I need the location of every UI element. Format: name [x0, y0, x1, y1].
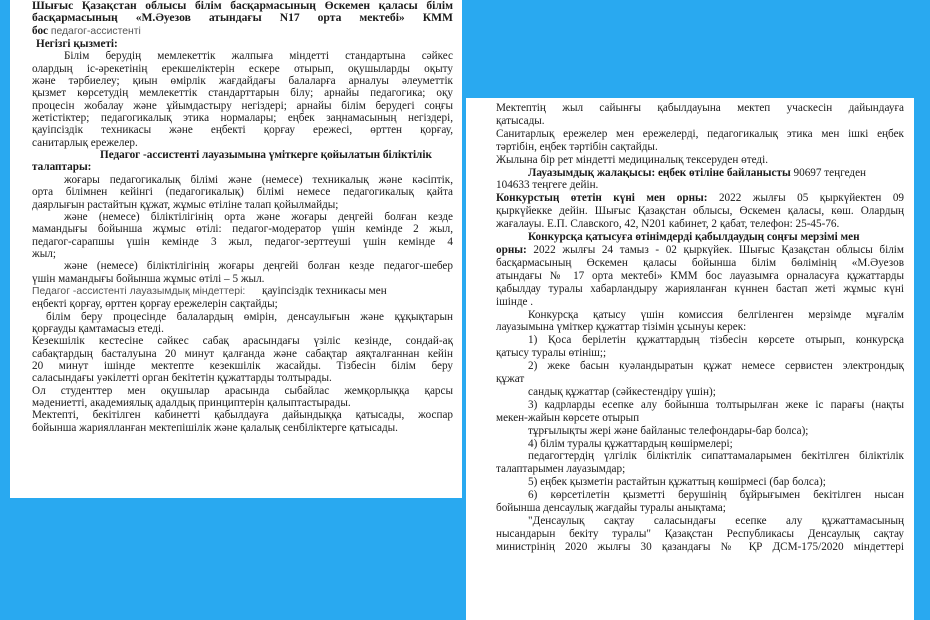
contest-line: қыркүйекке дейін. Шығыс Қазақстан облысы, Өскемен қаласы, көш. Олардың	[496, 205, 904, 218]
requirement-line: педагог-сарапшы үшін кемінде 3 жыл, педагог-зерттеуші үшін кемінде 4	[32, 235, 453, 248]
doc-item: 5) еңбек қызметін растайтын құжаттың көшірмесі (бар болса);	[528, 476, 826, 489]
doc-item: "Денсаулық сақтау саласындағы есепке алу құжаттамасының	[528, 515, 904, 527]
doc-item: тұрғылықты жері және байланыс телефондары-бар болса);	[528, 424, 809, 437]
duty-line: саласындағы уәкілетті орган бекітетін құжаттарды толтырады.	[32, 372, 332, 385]
duty-line: қорғауды қамтамасыз етеді.	[32, 322, 164, 335]
requirements-title-2: талаптары:	[32, 161, 92, 174]
doc-item: құжат	[496, 373, 525, 386]
intro-line: қатысады.	[496, 114, 545, 127]
contest-text: 2022 жылғы 05 қыркүйектен 09	[718, 192, 904, 205]
requirements-title-1: Педагог -ассистенті лауазымына үміткерге қойылатын біліктілік	[100, 149, 432, 162]
duty-line: еңбекті қорғау, өрттен қорғау ережелерін сақтайды;	[32, 298, 278, 311]
requirement-line: мамандығы бойынша жұмыс өтілі: педагог-модератор үшін кемінде 2 жыл,	[32, 223, 453, 236]
intro-line: Жылына бір рет міндетті медициналық тексеруден өтеді.	[496, 153, 769, 166]
main-function-line: жетістіктер; педагогикалық этика нормалары; еңбек заңнамасының негіздері,	[32, 112, 453, 125]
doc-item: 2) жеке басын куәландыратын құжат немесе сервистен электрондық	[528, 360, 904, 373]
right-page	[466, 98, 914, 620]
deadline-line: ішінде .	[496, 295, 534, 308]
vacancy-line	[32, 25, 453, 38]
salary-label: Лауазымдық жалақысы: еңбек өтіліне байланысты	[528, 166, 791, 179]
intro-line: тәртібін, еңбек тәртібін сақтайды.	[496, 140, 658, 153]
requirement-line: және (немесе) біліктілігінің орта және жоғары деңгейі болған кезде	[64, 210, 453, 223]
duty-line: Мектепті, бекітілген кабинетті қабылдауға дайындыққа қатысады, жоспар	[32, 409, 453, 422]
duties-text: қауіпсіздік техникасы мен	[262, 284, 387, 297]
deadline-line: атындағы № 17 орта мектебі» КММ бос лауазымға орналасуға құжаттарды	[496, 269, 904, 282]
deadline-line: басқармасының Өскемен қаласы бойынша білім бөлімінің «М.Әуезов	[496, 256, 904, 269]
doc-item: талаптарымен лауазымдар;	[496, 463, 626, 476]
doc-item: 6) көрсетілетін қызметті берушінің бұйрығымен бекітілген нысан	[528, 489, 904, 502]
doc-item: сандық құжаттар (сәйкестендіру үшін);	[528, 385, 716, 398]
intro-line: Санитарлық ережелер мен ережелерді, педагогикалық этика мен ішкі еңбек	[496, 127, 904, 140]
duties-first-line	[32, 285, 453, 298]
docs-intro-line: Конкурсқа қатысу үшін комиссия белгіленген мерзімде мұғалім	[528, 308, 904, 321]
contest-line: жағалауы. Е.П. Славского, 42, N201 кабинет, 2 қабат, телефон: 25-45-76.	[496, 218, 840, 231]
deadline-text: 2022 жылғы 24 тамыз - 02 қыркүйек. Шығыс Қазақстан облысы білім	[533, 243, 904, 256]
duty-line: Ол студенттер мен оқушылар арасында сыбайлас жемқорлыққа қарсы	[32, 384, 453, 397]
header-line-2: басқармасының «М.Әуезов атындағы N17 орта мектебі» КММ	[32, 12, 453, 25]
duty-line: білім беру процесінде балалардың өмірін, денсаулығын және құқықтарын	[46, 310, 453, 323]
requirement-line: жыл;	[32, 247, 56, 260]
duty-line: сабақтардың басталуына 20 минут қалғанда және сабақтар аяқталғаннан кейін	[32, 347, 453, 360]
deadline-line	[496, 244, 904, 257]
doc-item: қатысу туралы өтініш;;	[496, 347, 607, 360]
doc-item: мекен-жайын көрсете отырып	[496, 411, 640, 424]
docs-intro-line: лауазымына үміткер құжаттар тізімін ұсынуы керек:	[496, 321, 747, 334]
duties-label: Педагог -ассистенті лауазымдық міндеттері:	[32, 285, 246, 297]
main-function-line: Білім берудің мемлекеттік жалпыға міндетті стандартына сәйкес	[64, 50, 453, 63]
duty-line: бойынша жариялланған мектепішілік және қалалық сенбіліктерге қатысады.	[32, 421, 398, 434]
requirement-line: жоғары педагогикалық білімі және (немесе) техникалық және кәсіптік,	[64, 173, 453, 186]
requirement-line: үшін мамандығы бойынша жұмыс өтілі – 5 жыл.	[32, 272, 265, 285]
main-function-line: және тәрбиелеу; қиын өмірлік жағдайдағы балаларға арналуы әлеуметтік	[32, 75, 453, 88]
intro-line: Мектептің жыл сайынғы қабылдауына мектеп учаскесін дайындауға	[496, 102, 904, 114]
main-function-line: олардың іс-әрекетінің ерекшеліктерін ескере отырып, оқушыларды оқыту	[32, 62, 453, 75]
requirement-line: даярлығын растайтын құжат, жұмыс өтіліне талап қойылмайды;	[32, 198, 339, 211]
duty-line: Кезекшілік кестесіне сәйкес сабақ арасындағы үзіліс кезінде, сондай-ақ	[32, 335, 453, 348]
main-function-line: қызмет көрсетудің мемлекеттік стандарттарын білу; арнайы педагогика; оқу	[32, 87, 453, 100]
requirement-line: және (немесе) біліктілігінің жоғары деңгейі болған кезде педагог-шебер	[64, 260, 453, 273]
doc-item: 1) Қоса берілетін құжаттардың тізбесін көрсете отырып, конкурсқа	[528, 334, 904, 347]
contest-label: Конкурстың өтетін күні мен орны:	[496, 192, 708, 205]
main-function-line: процесін жобалау және ұйымдастыру негіздері; арнайы білім берудегі соңғы	[32, 99, 453, 112]
main-function-title: Негізгі қызметі:	[36, 38, 118, 51]
doc-item: педагогтердің үлгілік біліктілік сипаттамаларымен бекітілген біліктілік	[528, 450, 904, 463]
left-page	[10, 0, 462, 498]
deadline-label-1: Конкурсқа қатысуға өтінімдерді қабылдаудың соңғы мерзімі мен	[528, 231, 860, 244]
doc-item: 3) кадрларды есепке алу бойынша толтырылған жеке іс парағы (нақты	[528, 398, 904, 411]
requirement-line: орта білімнен кейінгі (педагогикалық) білімі немесе педагогикалық қайта	[32, 186, 453, 199]
doc-item: 4) білім туралы құжаттардың көшірмелері;	[528, 437, 733, 450]
deadline-label-2: орны:	[496, 243, 527, 256]
vacancy-prefix: бос	[32, 24, 49, 37]
duty-line: мәдениетті, академиялық адалдық принциптерін қалыптастырады.	[32, 397, 351, 409]
duty-line: 20 минут ішінде мектепте кезекшілік жасайды. Тізбесін білім беру	[32, 359, 453, 372]
salary-to: 104633 теңгеге дейін.	[496, 179, 599, 192]
contest-line	[496, 192, 904, 205]
deadline-line: қабылдау туралы хабарландыру жарияланған күннен бастап жеті жұмыс күні	[496, 282, 904, 295]
vacancy-position: педагог-ассистенті	[50, 25, 141, 37]
header-line-1: Шығыс Қазақстан облысы білім басқармасының Өскемен қаласы білім	[32, 0, 453, 12]
doc-item: бойынша денсаулық жағдайы туралы анықтама;	[496, 502, 726, 515]
main-function-line: санитарлық ережелер.	[32, 136, 138, 149]
doc-item: нысандарын бекіту туралы" Қазақстан Республикасы Денсаулық сақтау	[496, 527, 904, 540]
salary-from: 90697 теңгеден	[793, 166, 867, 179]
main-function-line: қауіпсіздік техникасы және еңбекті қорғау ережесі, өрттен қорғау,	[32, 124, 453, 137]
doc-item: министрінің 2020 жылғы 30 қазандағы № ҚР ДСМ-175/2020 міндеттері	[496, 540, 904, 553]
salary-line	[496, 167, 904, 180]
